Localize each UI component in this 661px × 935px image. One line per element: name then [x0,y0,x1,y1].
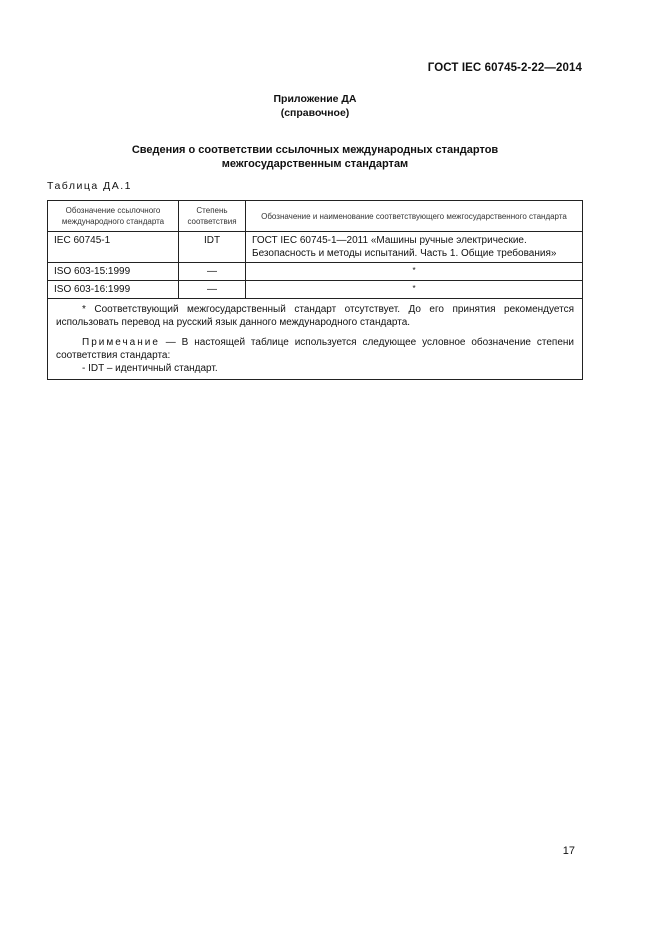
document-code: ГОСТ IEC 60745-2-22—2014 [427,62,582,74]
column-header-standard: Обозначение и наименование соответствующего межгосударственного стандарта [246,201,583,232]
cell-degree: — [179,281,246,299]
note [56,336,574,362]
table-notes-row [48,299,583,380]
annex-heading [0,92,630,120]
page-number: 17 [562,845,575,857]
section-heading [0,143,630,171]
table-header-row [48,201,583,232]
footnote: * Соответствующий межгосударственный стандарт отсутствует. До его принятия рекомендуется использовать перевод на русский язык данного международного стандарта. [56,304,574,328]
table-row [48,232,583,263]
cell-standard: * [246,281,583,299]
note-text: — В настоящей таблице используется следующее условное обозначение степени соответствия стандарта: [56,337,574,361]
cell-standard: ГОСТ IEC 60745-1—2011 «Машины ручные электрические. Безопасность и методы испытаний. Часть 1. Общие требования» [246,232,583,263]
annex-title: Приложение ДА [273,93,357,105]
table-row [48,263,583,281]
heading-line-1: Сведения о соответствии ссылочных международных стандартов [131,144,499,156]
heading-line-2: межгосударственным стандартам [221,158,409,170]
cell-standard: * [246,263,583,281]
table-notes [48,299,583,380]
cell-ref: IEC 60745-1 [48,232,179,263]
note-item: - IDT – идентичный стандарт. [82,363,218,374]
cell-degree: IDT [179,232,246,263]
standards-table [47,200,583,380]
table-caption: Таблица ДА.1 [47,180,132,192]
note-label: Примечание [82,337,160,348]
cell-degree: — [179,263,246,281]
column-header-ref: Обозначение ссылочного международного стандарта [48,201,179,232]
annex-type: (справочное) [280,107,350,119]
table-row [48,281,583,299]
cell-ref: ISO 603-16:1999 [48,281,179,299]
cell-ref: ISO 603-15:1999 [48,263,179,281]
column-header-degree: Степень соответствия [179,201,246,232]
